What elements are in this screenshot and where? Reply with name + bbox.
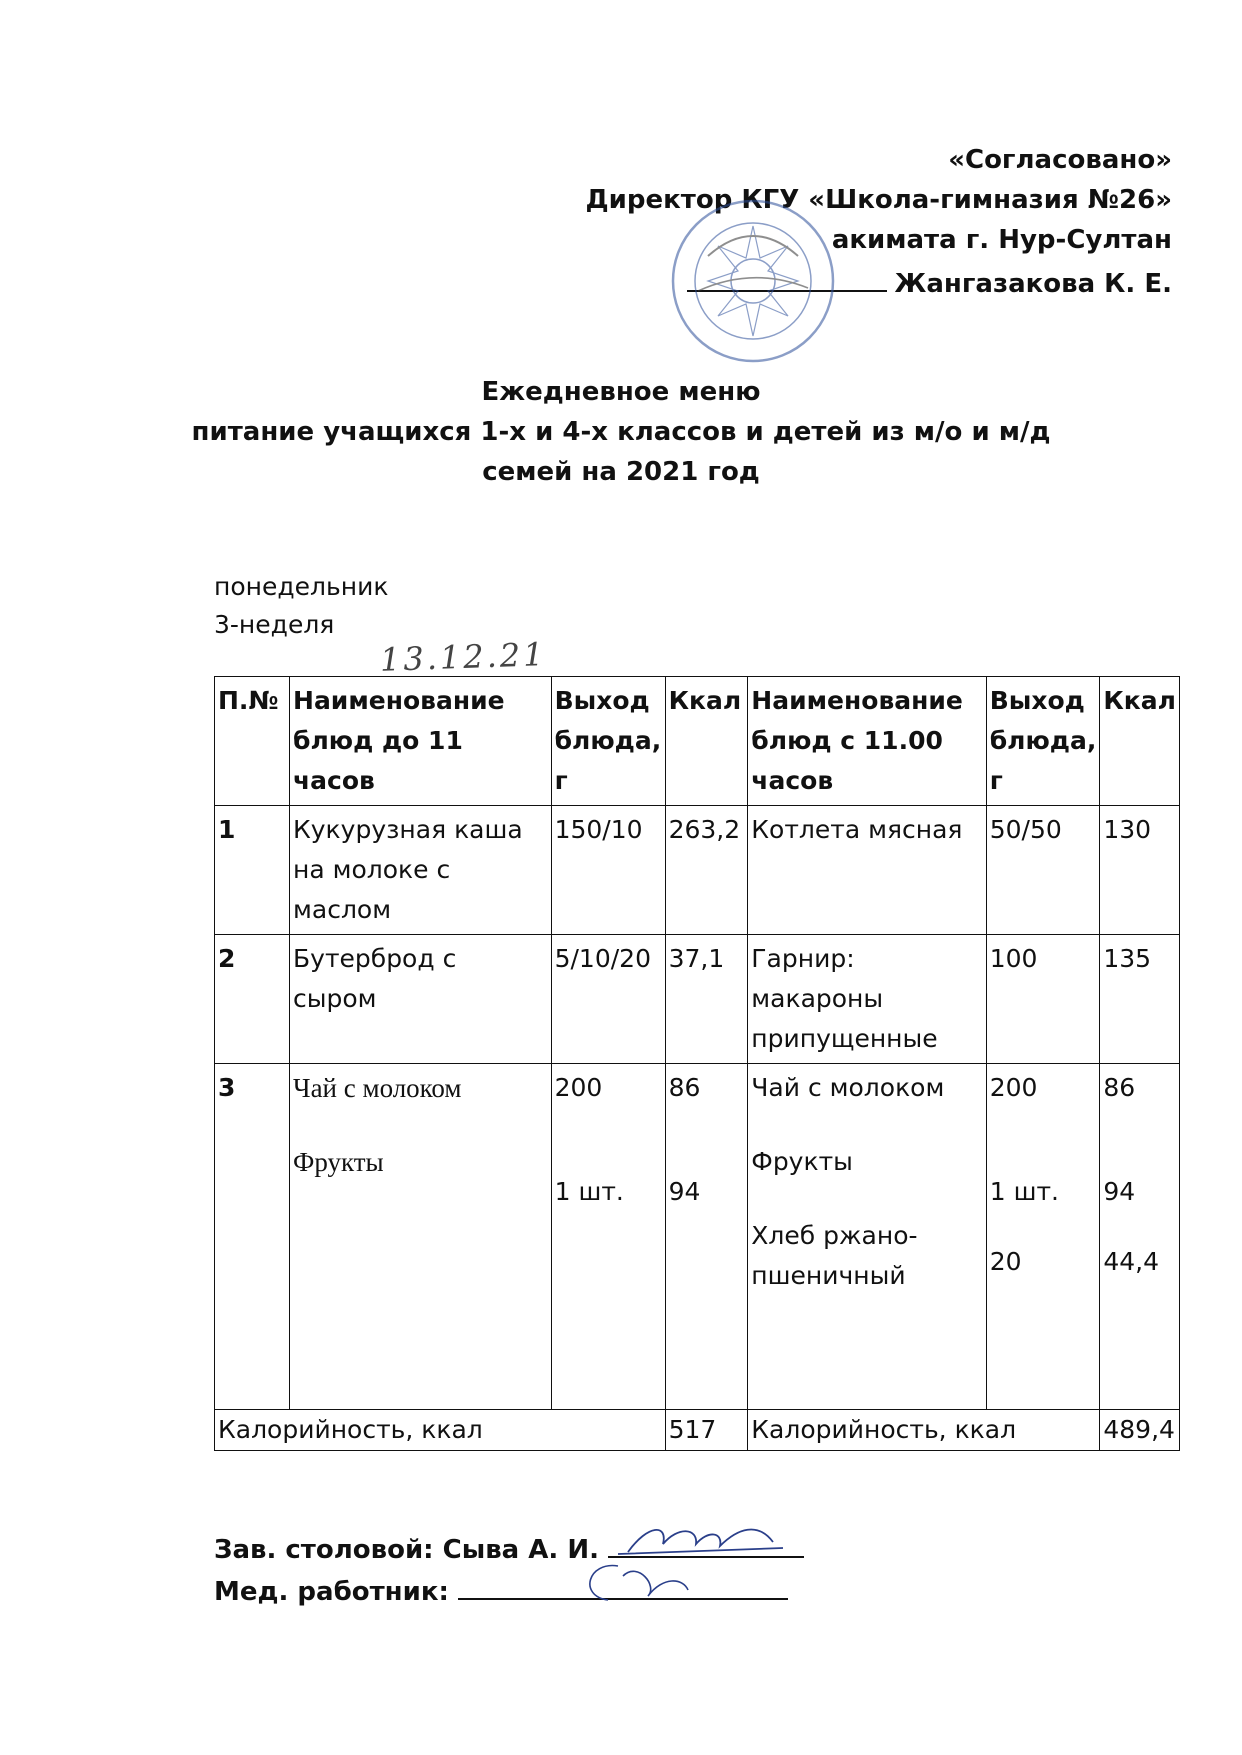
- dish-yield: 200: [554, 1073, 603, 1102]
- signature-blank: [458, 1570, 788, 1600]
- table-row: [215, 935, 1180, 1064]
- approval-director: Директор КГУ «Школа-гимназия №26»: [585, 185, 1172, 215]
- header-name-before: Наименование блюд до 11 часов: [290, 677, 552, 806]
- title-line-3: семей на 2021 год: [482, 457, 760, 487]
- table-header-row: [215, 677, 1180, 806]
- dish-name: Бутерброд с сыром: [290, 935, 552, 1064]
- dish-name: Чай с молоком: [751, 1073, 945, 1102]
- dish-name: Гарнир: макароны припущенные: [748, 935, 986, 1064]
- dish-kcal: 86: [1103, 1073, 1136, 1102]
- official-seal-icon: [668, 196, 838, 366]
- handwritten-signature-icon: [458, 1556, 758, 1606]
- approval-akimat: акимата г. Нур-Султан: [831, 225, 1172, 255]
- header-num: П.№: [215, 677, 290, 806]
- totals-row: [215, 1410, 1180, 1451]
- table-row: [215, 1064, 1180, 1410]
- header-kcal-after: Ккал: [1100, 677, 1180, 806]
- dish-name: Котлета мясная: [748, 806, 986, 935]
- signature-blank: [608, 1528, 804, 1558]
- dish-kcal: 94: [1103, 1177, 1136, 1206]
- dish-yield: 150/10: [551, 806, 665, 935]
- header-yield-after: Выход блюда, г: [986, 677, 1100, 806]
- dish-yield-cell: [551, 1064, 665, 1410]
- dish-yield: 100: [986, 935, 1100, 1064]
- header-yield-before: Выход блюда, г: [551, 677, 665, 806]
- dish-name: Кукурузная каша на молоке с маслом: [290, 806, 552, 935]
- approval-director-name: Жангазакова К. Е.: [894, 269, 1172, 299]
- dish-yield: 50/50: [986, 806, 1100, 935]
- dish-name-cell: [748, 1064, 986, 1410]
- dish-yield: 200: [989, 1073, 1038, 1102]
- approval-heading: «Согласовано»: [948, 145, 1172, 175]
- dish-kcal: 37,1: [665, 935, 748, 1064]
- handwritten-date: 13.12.21: [379, 635, 548, 679]
- medic-label: Мед. работник:: [214, 1577, 449, 1607]
- dish-kcal: 94: [668, 1177, 701, 1206]
- row-number: 3: [215, 1064, 290, 1410]
- menu-table: [214, 676, 1180, 1451]
- handwritten-signature-icon: [608, 1514, 798, 1562]
- row-number: 2: [215, 935, 290, 1064]
- canteen-head-label: Зав. столовой: Сыва А. И.: [214, 1535, 599, 1565]
- week-number: 3-неделя: [214, 610, 335, 639]
- header-kcal-before: Ккал: [665, 677, 748, 806]
- dish-kcal-cell: [665, 1064, 748, 1410]
- document-title: [0, 372, 1242, 492]
- total-label-before: Калорийность, ккал: [215, 1410, 666, 1451]
- dish-kcal: 135: [1100, 935, 1180, 1064]
- title-line-1: Ежедневное меню: [481, 377, 761, 407]
- dish-name: Хлеб ржано-пшеничный: [751, 1221, 918, 1290]
- dish-yield: 1 шт.: [554, 1177, 624, 1206]
- row-number: 1: [215, 806, 290, 935]
- dish-yield-cell: [986, 1064, 1100, 1410]
- dish-name: Фрукты: [293, 1147, 384, 1177]
- dish-kcal: 44,4: [1103, 1247, 1160, 1276]
- title-line-2: питание учащихся 1-х и 4-х классов и детей из м/о и м/д: [191, 417, 1051, 447]
- day-info: [214, 568, 388, 644]
- dish-kcal-cell: [1100, 1064, 1180, 1410]
- dish-name-cell: [290, 1064, 552, 1410]
- dish-yield: 5/10/20: [551, 935, 665, 1064]
- dish-yield: 20: [989, 1247, 1022, 1276]
- footer-signatures: [214, 1528, 804, 1612]
- total-label-after: Калорийность, ккал: [748, 1410, 1100, 1451]
- medic-signature-line: [214, 1570, 804, 1612]
- table-row: [215, 806, 1180, 935]
- dish-name: Фрукты: [751, 1147, 853, 1176]
- dish-kcal: 86: [668, 1073, 701, 1102]
- dish-kcal: 130: [1100, 806, 1180, 935]
- weekday: понедельник: [214, 572, 389, 601]
- dish-kcal: 263,2: [665, 806, 748, 935]
- dish-yield: 1 шт.: [989, 1177, 1059, 1206]
- total-value-before: 517: [665, 1410, 748, 1451]
- header-name-after: Наименование блюд с 11.00 часов: [748, 677, 986, 806]
- dish-name: Чай с молоком: [293, 1073, 462, 1103]
- total-value-after: 489,4: [1100, 1410, 1180, 1451]
